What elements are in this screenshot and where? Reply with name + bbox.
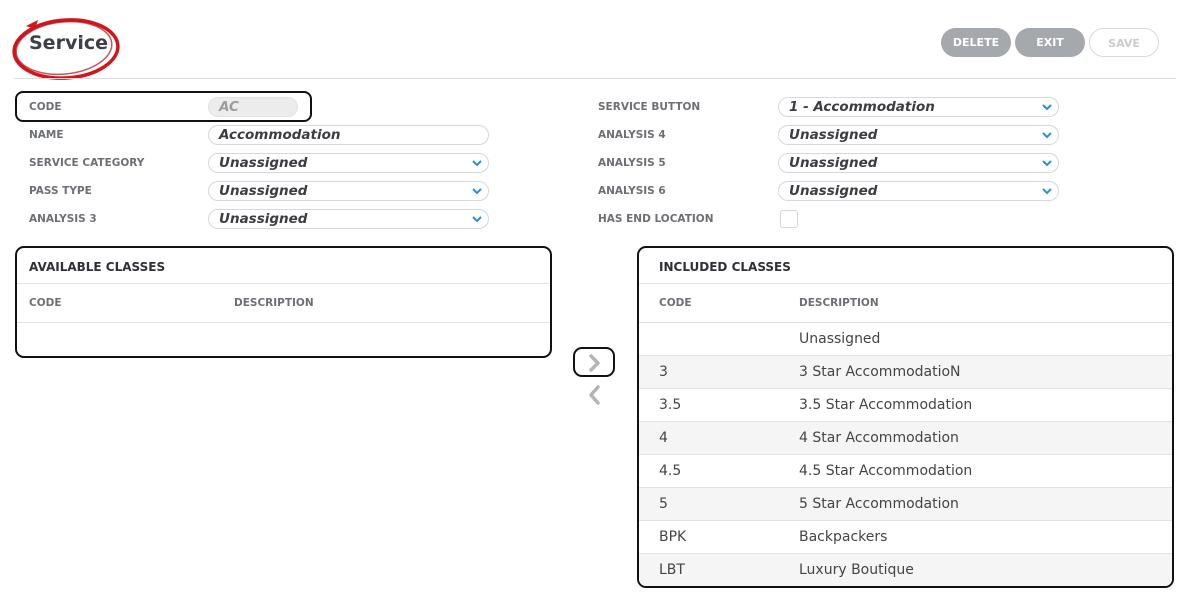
name-field[interactable]: Accommodation — [208, 125, 489, 145]
row-code: 4.5 — [659, 463, 682, 479]
service-category-select[interactable] — [208, 153, 489, 173]
included-classes-title: INCLUDED CLASSES — [659, 260, 791, 274]
save-button[interactable]: SAVE — [1089, 28, 1159, 57]
page-title: Service — [29, 32, 108, 54]
row-code: 3 — [659, 364, 668, 380]
code-label: CODE — [29, 101, 62, 113]
row-description: 3.5 Star Accommodation — [799, 397, 973, 413]
table-row[interactable] — [639, 487, 1172, 520]
chevron-left-icon — [585, 384, 605, 406]
analysis-3-value: Unassigned — [219, 211, 308, 227]
chevron-down-icon — [1041, 157, 1053, 169]
table-row[interactable] — [639, 520, 1172, 553]
table-row[interactable] — [639, 355, 1172, 388]
chevron-down-icon — [471, 185, 483, 197]
exit-button[interactable]: EXIT — [1015, 28, 1085, 57]
available-description-header: DESCRIPTION — [234, 297, 314, 309]
analysis-5-label: ANALYSIS 5 — [598, 157, 666, 169]
move-left-button[interactable] — [585, 384, 605, 406]
row-description: 3 Star AccommodatioN — [799, 364, 961, 380]
row-code: 4 — [659, 430, 668, 446]
name-label: NAME — [29, 129, 64, 141]
table-row[interactable] — [639, 553, 1172, 586]
row-description: 4.5 Star Accommodation — [799, 463, 973, 479]
table-row[interactable] — [639, 421, 1172, 454]
analysis-6-label: ANALYSIS 6 — [598, 185, 666, 197]
analysis-5-select[interactable] — [778, 153, 1059, 173]
available-code-header: CODE — [29, 297, 62, 309]
service-button-value: 1 - Accommodation — [789, 99, 935, 115]
analysis-6-select[interactable] — [778, 181, 1059, 201]
service-category-label: SERVICE CATEGORY — [29, 157, 145, 169]
pass-type-select[interactable] — [208, 181, 489, 201]
available-classes-title: AVAILABLE CLASSES — [29, 260, 166, 274]
code-field[interactable]: AC — [208, 97, 298, 117]
chevron-down-icon — [1041, 185, 1053, 197]
panel-divider — [17, 322, 550, 323]
move-right-button[interactable] — [573, 347, 615, 377]
row-code: 3.5 — [659, 397, 682, 413]
delete-button[interactable]: DELETE — [941, 28, 1011, 57]
included-description-header: DESCRIPTION — [799, 297, 879, 309]
chevron-down-icon — [1041, 101, 1053, 113]
row-description: Backpackers — [799, 529, 888, 545]
header-divider — [14, 78, 1176, 79]
service-button-select[interactable] — [778, 97, 1059, 117]
analysis-4-select[interactable] — [778, 125, 1059, 145]
panel-divider — [639, 283, 1172, 284]
row-code: BPK — [659, 529, 687, 545]
analysis-3-label: ANALYSIS 3 — [29, 213, 97, 225]
table-row[interactable] — [639, 322, 1172, 355]
service-button-label: SERVICE BUTTON — [598, 101, 701, 113]
service-category-value: Unassigned — [219, 155, 308, 171]
has-end-location-label: HAS END LOCATION — [598, 213, 714, 225]
row-description: 4 Star Accommodation — [799, 430, 959, 446]
pass-type-value: Unassigned — [219, 183, 308, 199]
pass-type-label: PASS TYPE — [29, 185, 92, 197]
included-classes-panel — [637, 246, 1174, 588]
row-description: Luxury Boutique — [799, 562, 914, 578]
chevron-down-icon — [471, 157, 483, 169]
table-row[interactable] — [639, 388, 1172, 421]
analysis-3-select[interactable] — [208, 209, 489, 229]
panel-divider — [17, 283, 550, 284]
row-description: 5 Star Accommodation — [799, 496, 959, 512]
row-code: 5 — [659, 496, 668, 512]
analysis-4-value: Unassigned — [789, 127, 878, 143]
chevron-right-icon — [587, 354, 603, 372]
included-code-header: CODE — [659, 297, 692, 309]
analysis-4-label: ANALYSIS 4 — [598, 129, 666, 141]
row-code: LBT — [659, 562, 685, 578]
chevron-down-icon — [471, 213, 483, 225]
chevron-down-icon — [1041, 129, 1053, 141]
analysis-6-value: Unassigned — [789, 183, 878, 199]
analysis-5-value: Unassigned — [789, 155, 878, 171]
available-classes-panel — [15, 246, 552, 358]
row-description: Unassigned — [799, 331, 881, 347]
table-row[interactable] — [639, 454, 1172, 487]
has-end-location-checkbox[interactable] — [780, 210, 798, 228]
